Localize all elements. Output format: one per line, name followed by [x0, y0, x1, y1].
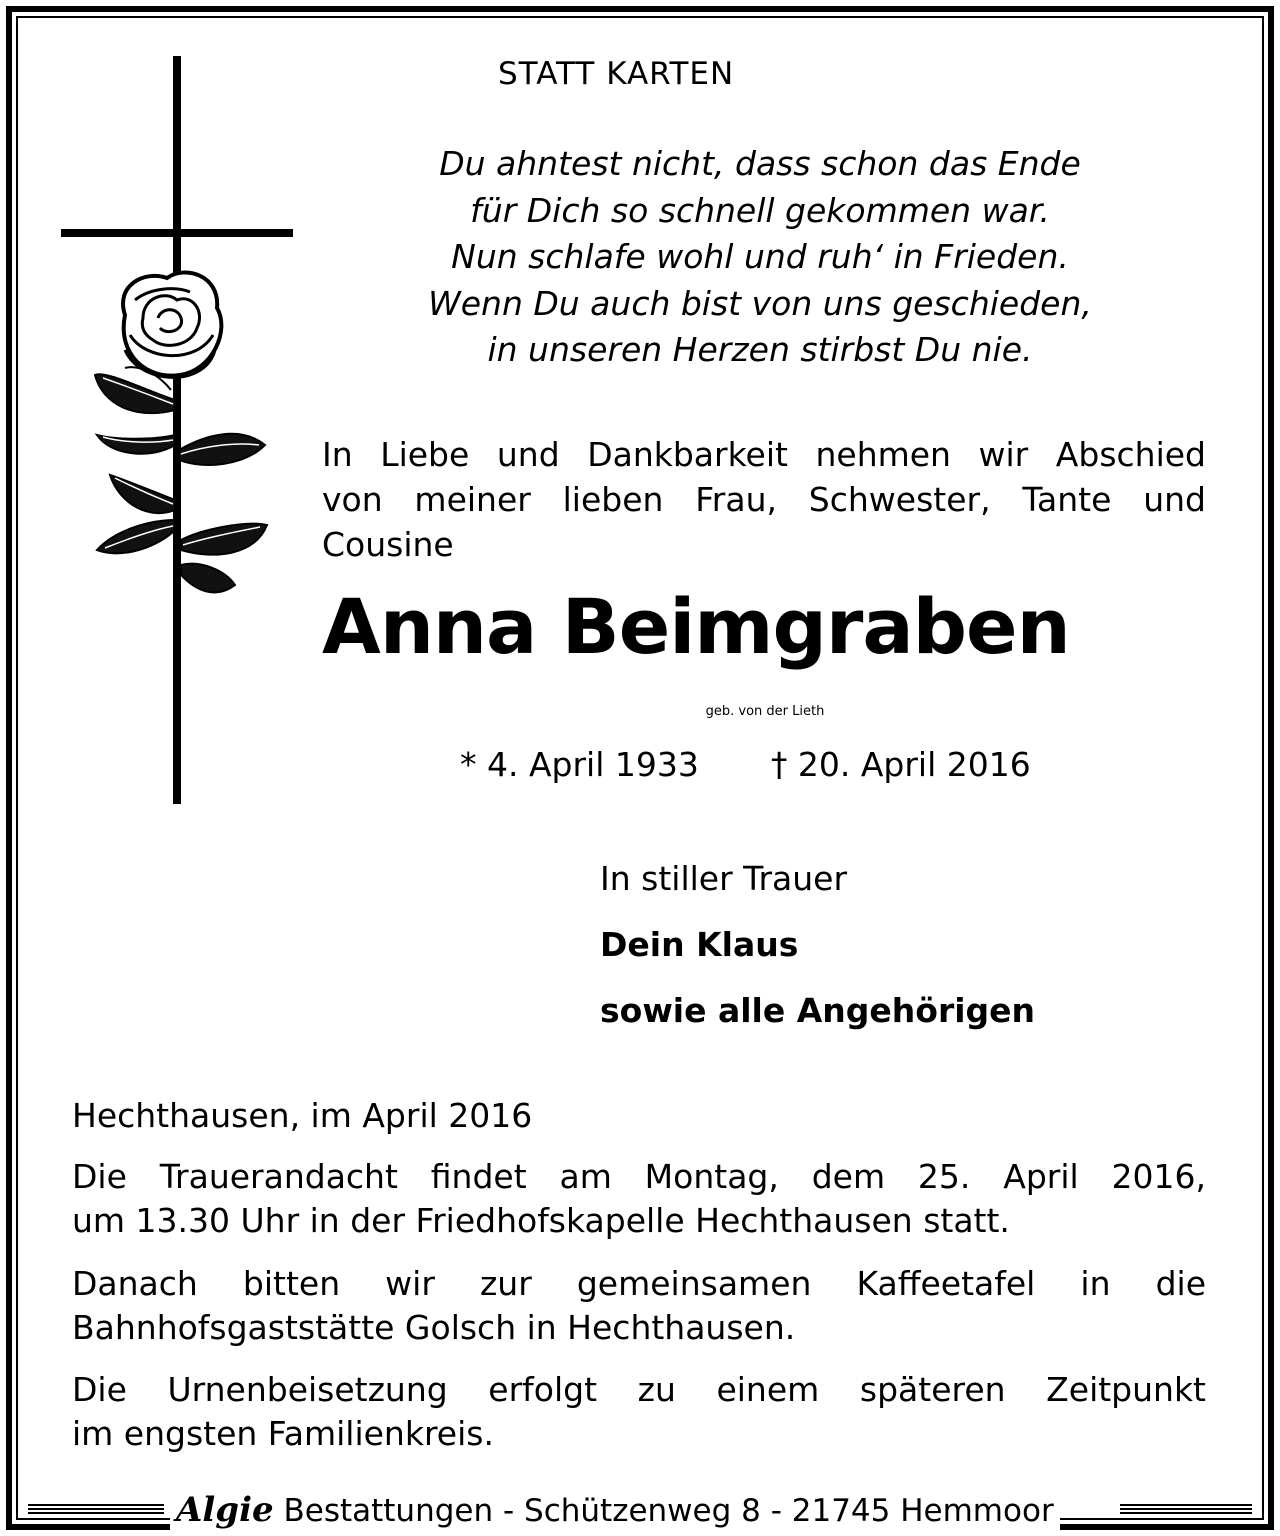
service-line: Die Trauerandacht findet am Montag, dem 25. April 2016,	[72, 1157, 1206, 1196]
funeral-home-logo: Algie	[176, 1490, 274, 1530]
intro-line: von meiner lieben Frau, Schwester, Tante und	[322, 480, 1206, 519]
poem-line: für Dich so schnell gekommen war.	[470, 190, 1050, 230]
burial-line: Die Urnenbeisetzung erfolgt zu einem späteren Zeitpunkt	[72, 1370, 1206, 1409]
poem-line: Wenn Du auch bist von uns geschieden,	[428, 283, 1092, 323]
deceased-name: Anna Beimgraben	[322, 582, 1070, 671]
mourner-husband: Dein Klaus	[600, 925, 799, 964]
place-date	[72, 1094, 1206, 1138]
service-info	[72, 1155, 1206, 1243]
place-date-text: Hechthausen, im April 2016	[72, 1096, 533, 1135]
burial-line: im engsten Familienkreis.	[72, 1414, 494, 1453]
service-line: um 13.30 Uhr in der Friedhofskapelle Hechthausen statt.	[72, 1201, 1010, 1240]
footer-text	[170, 1490, 1060, 1531]
intro-line: Cousine	[322, 525, 454, 564]
death-date: † 20. April 2016	[770, 745, 1031, 784]
funeral-home-address: Bestattungen - Schützenweg 8 - 21745 Hemmoor	[283, 1493, 1054, 1529]
announcement-heading	[498, 56, 734, 92]
funeral-home-footer	[0, 1490, 1280, 1530]
footer-rule-right	[1120, 1504, 1252, 1516]
poem-line: in unseren Herzen stirbst Du nie.	[487, 330, 1033, 369]
footer-rule-left	[28, 1504, 164, 1516]
poem-line: Nun schlafe wohl und ruh‘ in Frieden.	[451, 237, 1069, 276]
maiden-name: geb. von der Lieth	[705, 704, 825, 719]
reception-line: Bahnhofsgaststätte Golsch in Hechthausen.	[72, 1308, 796, 1347]
life-dates	[460, 743, 1031, 787]
birth-date: * 4. April 1933	[460, 745, 699, 784]
mourners-intro: In stiller Trauer	[600, 859, 848, 898]
reception-line: Danach bitten wir zur gemeinsamen Kaffeetafel in die	[72, 1264, 1206, 1303]
reception-info	[72, 1262, 1206, 1350]
poem	[360, 141, 1160, 374]
intro-line: In Liebe und Dankbarkeit nehmen wir Abschied	[322, 435, 1206, 474]
heading-text: STATT KARTEN	[498, 56, 735, 92]
burial-info	[72, 1368, 1206, 1456]
intro-paragraph	[322, 432, 1206, 567]
poem-line: Du ahntest nicht, dass schon das Ende	[439, 144, 1081, 183]
mourner-relatives: sowie alle Angehörigen	[600, 991, 1036, 1030]
